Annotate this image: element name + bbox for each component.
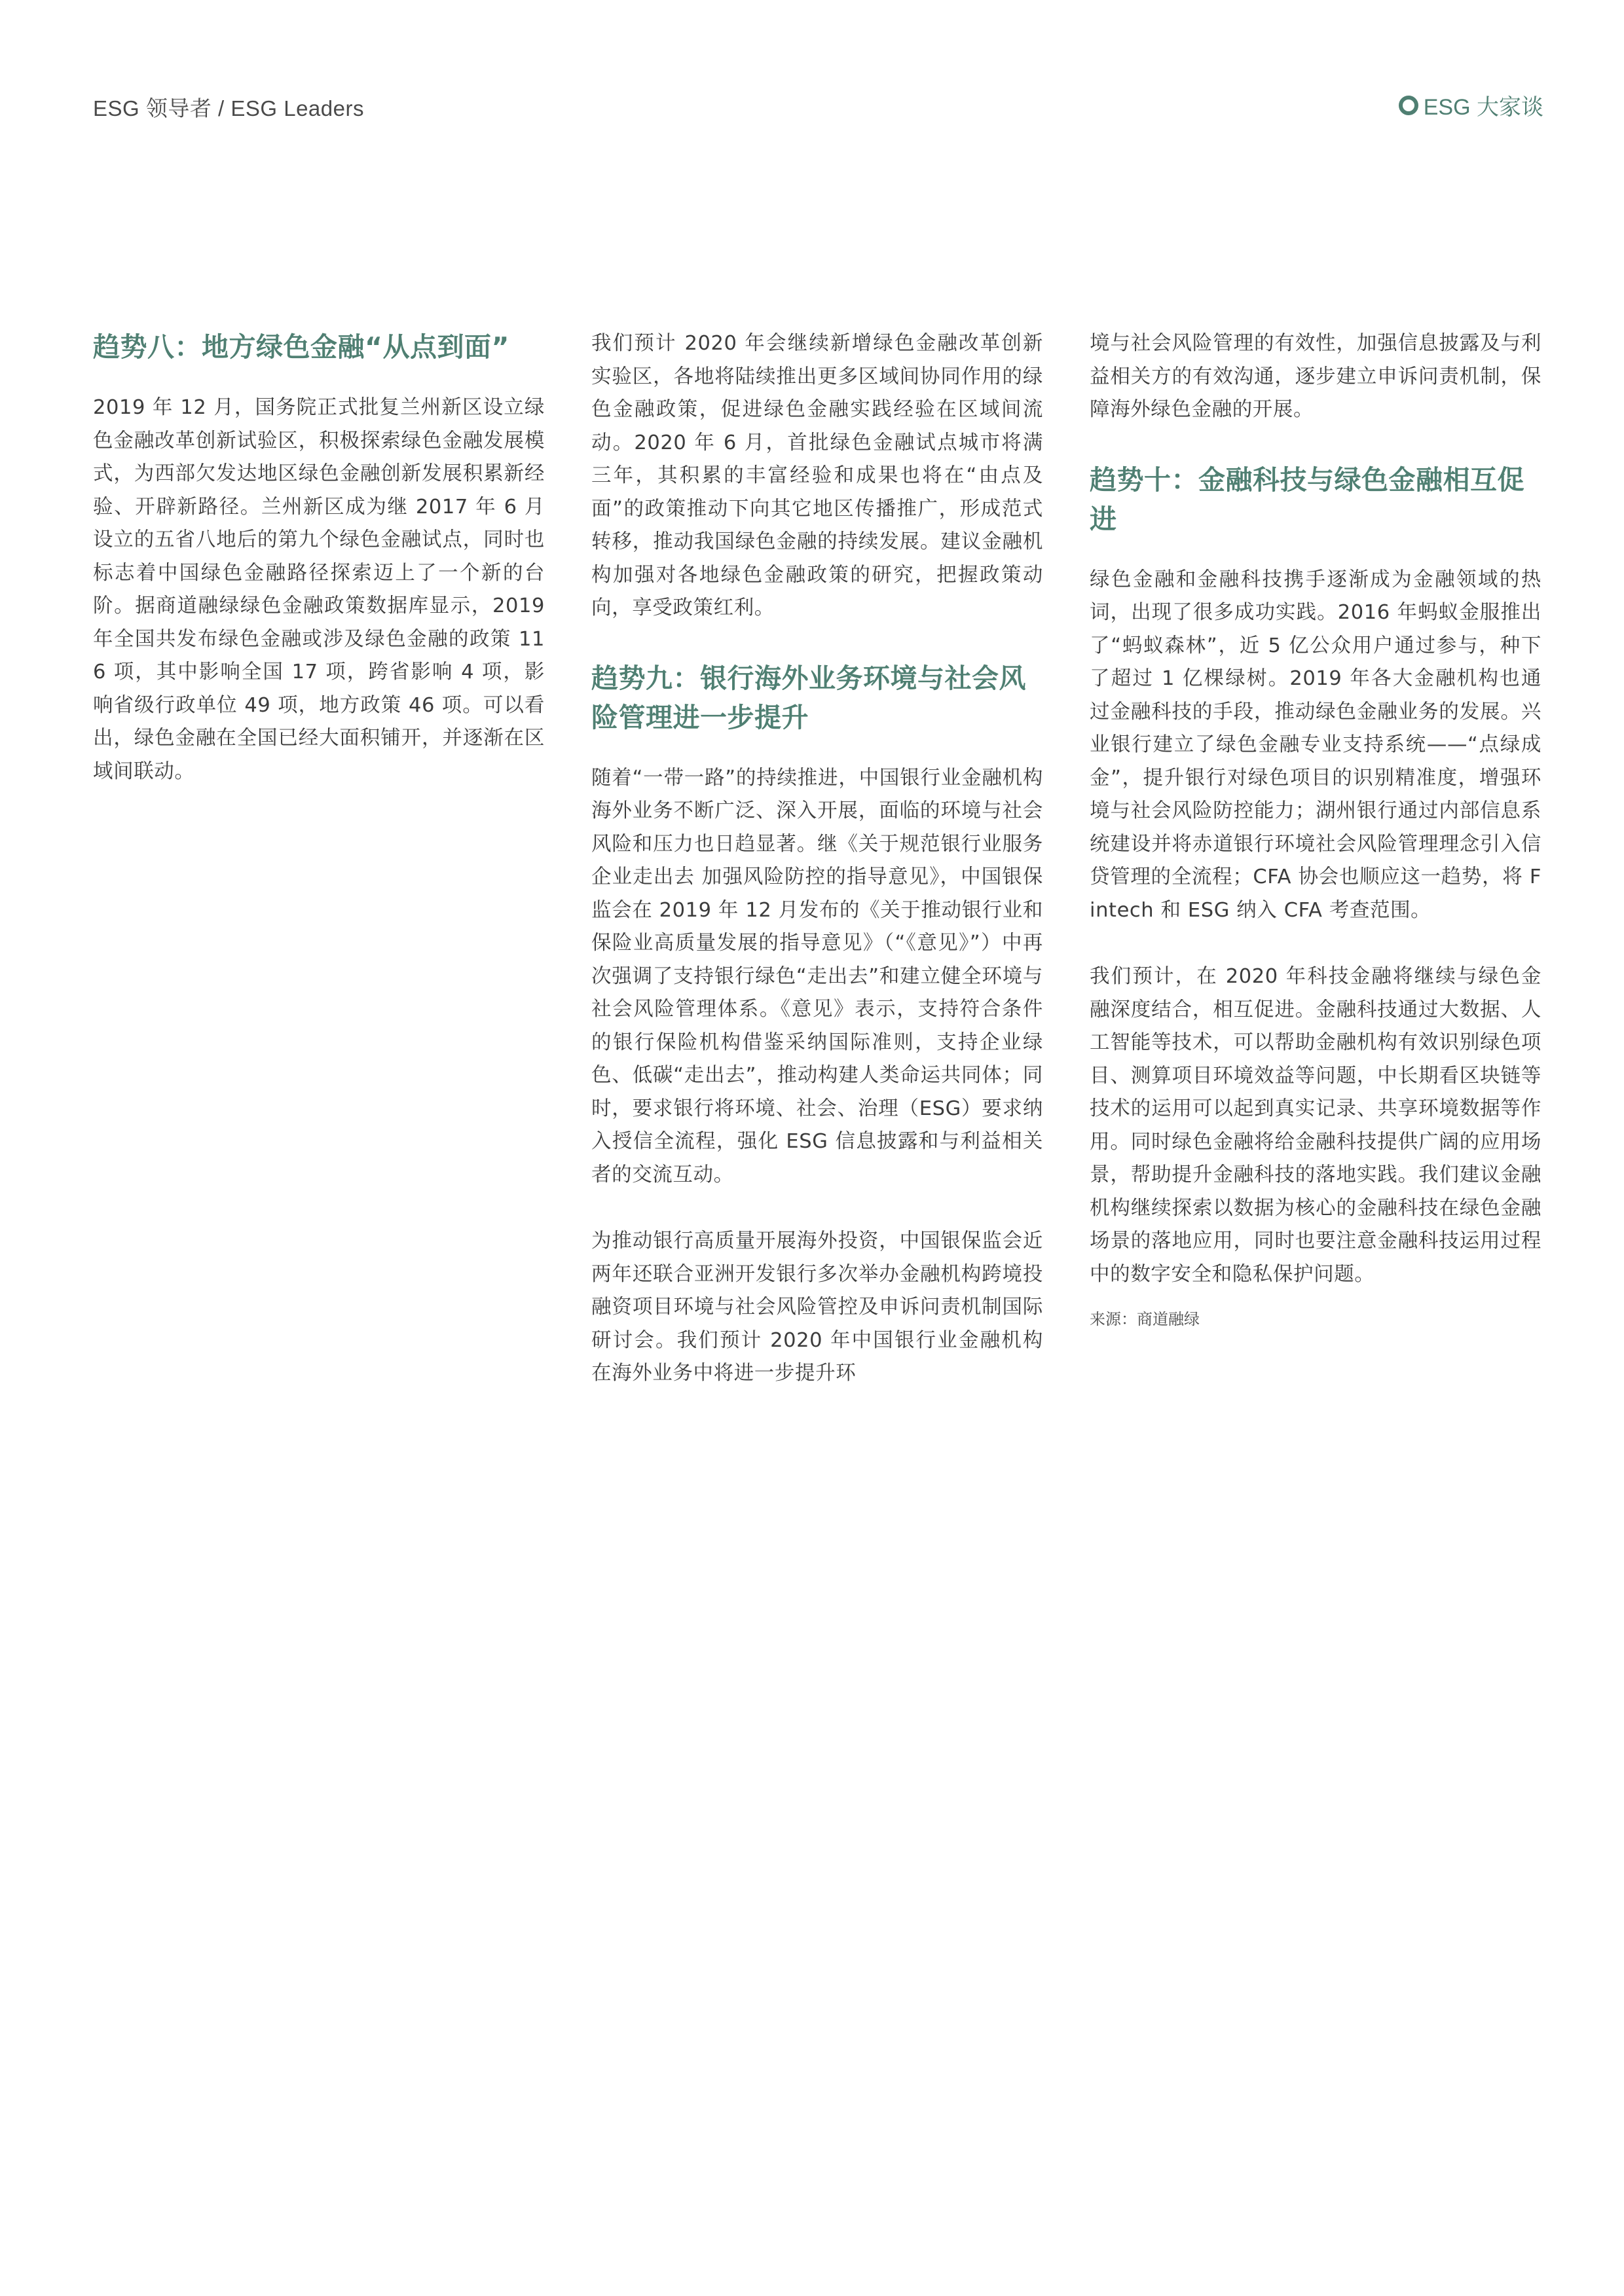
trend-10-heading: 趋势十：金融科技与绿色金融相互促进 xyxy=(1090,464,1524,535)
trend-9-paragraph-2: 为推动银行高质量开展海外投资，中国银保监会近两年还联合亚洲开发银行多次举办金融机构跨境投融资项目环境与社会风险管控及申诉问责机制国际研讨会。我们预计 2020 年中国银行业金融机构在海外业务中将进一步提升环 xyxy=(591,1230,1043,1385)
column-3 xyxy=(1090,327,1541,1330)
column-2 xyxy=(591,327,1043,1391)
trend-9-heading: 趋势九：银行海外业务环境与社会风险管理进一步提升 xyxy=(591,662,1026,733)
trend-8-paragraph: 2019 年 12 月，国务院正式批复兰州新区设立绿色金融改革创新试验区，积极探索绿色金融发展模式，为西部欠发达地区绿色金融创新发展积累新经验、开辟新路径。兰州新区成为继 2017 年 6 月设立的五省八地后的第九个绿色金融试点，同时也标志着中国绿色金融路径探索迈上了一个新的台阶。据商道融绿绿色金融政策数据库显示，2019 年全国共发布绿色金融或涉及绿色金融的政策 116 项，其中影响全国 17 项，跨省影响 4 项，影响省级行政单位 49 项，地方政策 46 项。可以看出，绿色金融在全国已经大面积铺开，并逐渐在区域间联动。 xyxy=(93,396,545,783)
trend-8-heading: 趋势八：地方绿色金融“从点到面” xyxy=(93,331,509,363)
column-1 xyxy=(93,327,545,788)
trend-10-paragraph-1: 绿色金融和金融科技携手逐渐成为金融领域的热词，出现了很多成功实践。2016 年蚂蚁金服推出了“蚂蚁森林”，近 5 亿公众用户通过参与，种下了超过 1 亿棵绿树。2019 年各大金融机构也通过金融科技的手段，推动绿色金融业务的发展。兴业银行建立了绿色金融专业支持系统——“点绿成金”，提升银行对绿色项目的识别精准度，增强环境与社会风险防控能力；湖州银行通过内部信息系统建设并将赤道银行环境社会风险管理理念引入信贷管理的全流程；CFA 协会也顺应这一趋势，将 Fintech 和 ESG 纳入 CFA 考查范围。 xyxy=(1090,568,1541,922)
brand-logo xyxy=(1399,89,1543,121)
running-header-title: ESG 领导者 / ESG Leaders xyxy=(93,96,364,120)
trend-10-paragraph-2: 我们预计，在 2020 年科技金融将继续与绿色金融深度结合，相互促进。金融科技通过大数据、人工智能等技术，可以帮助金融机构有效识别绿色项目、测算项目环境效益等问题，中长期看区块链等技术的运用可以起到真实记录、共享环境数据等作用。同时绿色金融将给金融科技提供广阔的应用场景，帮助提升金融科技的落地实践。我们建议金融机构继续探索以数据为核心的金融科技在绿色金融场景的落地应用，同时也要注意金融科技运用过程中的数字安全和隐私保护问题。 xyxy=(1090,965,1541,1286)
trend-9-continued-paragraph: 境与社会风险管理的有效性，加强信息披露及与利益相关方的有效沟通，逐步建立申诉问责机制，保障海外绿色金融的开展。 xyxy=(1090,332,1541,421)
trend-9-paragraph-1: 随着“一带一路”的持续推进，中国银行业金融机构海外业务不断广泛、深入开展，面临的环境与社会风险和压力也日趋显著。继《关于规范银行业服务企业走出去 加强风险防控的指导意见》，中国银保监会在 2019 年 12 月发布的《关于推动银行业和保险业高质量发展的指导意见》（“《意见》”）中再次强调了支持银行绿色“走出去”和建立健全环境与社会风险管理体系。《意见》表示，支持符合条件的银行保险机构借鉴采纳国际准则，支持企业绿色、低碳“走出去”，推动构建人类命运共同体；同时，要求银行将环境、社会、治理（ESG）要求纳入授信全流程，强化 ESG 信息披露和与利益相关者的交流互动。 xyxy=(591,766,1043,1186)
brand-ring-icon xyxy=(1399,96,1418,115)
source-note: 来源：商道融绿 xyxy=(1090,1310,1200,1328)
trend-8-forecast-paragraph: 我们预计 2020 年会继续新增绿色金融改革创新实验区，各地将陆续推出更多区域间协同作用的绿色金融政策，促进绿色金融实践经验在区域间流动。2020 年 6 月，首批绿色金融试点城市将满三年，其积累的丰富经验和成果也将在“由点及面”的政策推动下向其它地区传播推广，形成范式转移，推动我国绿色金融的持续发展。建议金融机构加强对各地绿色金融政策的研究，把握政策动向，享受政策红利。 xyxy=(591,332,1043,619)
brand-text: ESG 大家谈 xyxy=(1423,95,1543,120)
